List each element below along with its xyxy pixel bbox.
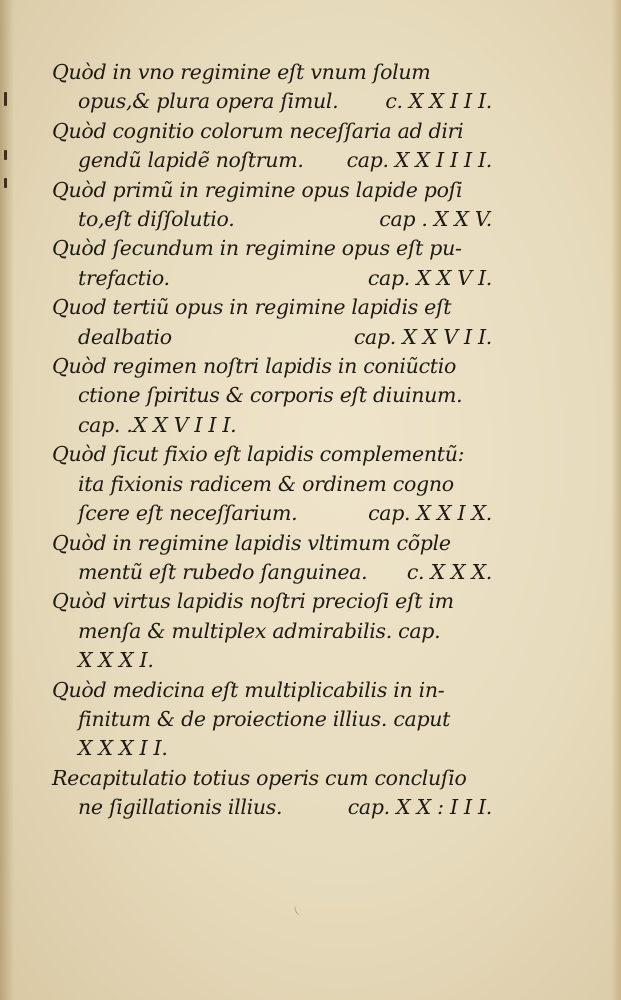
entry-line: Recapitulatio totius operis cum concluſio [52,765,467,790]
entry-line: menſa & multiplex admirabilis. cap. [78,618,441,643]
toc-entry [52,587,492,675]
paper-blemish [293,904,304,916]
entry-line: ſcere eſt neceſſarium. cap. X X I X. [52,499,492,528]
chapter-ref: cap. X X V I I. [353,324,492,349]
entry-line: mentũ eſt rubedo ſanguinea. c. X X X. [52,558,492,587]
entry-line: gendũ lapidẽ noſtrum. cap. X X I I I I. [52,146,492,175]
toc-entry [52,117,492,176]
chapter-ref: cap. X X V I. [367,265,492,290]
entry-line: Quòd in vno regimine eſt vnum ſolum [52,60,431,84]
toc-entry [52,176,492,235]
toc-entry [52,440,492,528]
entry-line: ctione ſpiritus & corporis eſt diuinum. [78,383,463,408]
toc-entry [52,764,492,823]
toc-entry [52,293,492,352]
entry-line: Quòd medicina eſt multiplicabilis in in- [52,677,445,702]
entry-line: dealbatio cap. X X V I I. [52,323,492,352]
entry-line: to,eſt diſſolutio. cap . X X V. [52,205,492,234]
toc-entry [52,234,492,293]
margin-mark [4,178,7,188]
table-of-contents [52,58,492,823]
entry-line: Quòd in regimine lapidis vltimum cõple [52,530,451,555]
entry-line: finitum & de proiectione illius. caput [78,706,451,731]
entry-line: X X X I I. [78,736,168,761]
margin-mark [4,92,7,106]
entry-line: X X X I. [78,648,154,673]
entry-line: Quòd virtus lapidis noſtri precioſi eſt im [52,589,454,614]
toc-entry [52,529,492,588]
entry-line: ne ſigillationis illius. cap. X X : I I I. [52,793,492,822]
entry-line: ita fixionis radicem & ordinem cogno [78,471,454,496]
chapter-ref: c. X X I I I. [385,89,492,114]
chapter-ref: cap . X X V. [379,207,492,232]
page-edge-shadow [611,0,621,1000]
chapter-ref: c. X X X. [406,559,492,584]
toc-entry [52,58,492,117]
entry-line: Quòd primũ in regimine opus lapide poſi [52,177,463,202]
chapter-ref: cap. X X I I I I. [346,148,492,173]
toc-entry [52,676,492,764]
toc-entry [52,352,492,440]
page-binding-shadow [0,0,14,1000]
entry-line: Quòd ſicut fixio eſt lapidis complementũ: [52,442,465,467]
entry-line: Quod tertiũ opus in regimine lapidis eſt [52,295,452,320]
entry-line: cap. .X X V I I I. [78,412,237,437]
entry-line: trefactio. cap. X X V I. [52,264,492,293]
entry-line: opus,& plura opera ſimul. c. X X I I I. [52,87,492,116]
entry-line: Quòd ſecundum in regimine opus eſt pu- [52,236,462,261]
entry-line: Quòd regimen noſtri lapidis in coniũctio [52,354,456,379]
entry-line: Quòd cognitio colorum neceſſaria ad diri [52,118,464,143]
chapter-ref: cap. X X I X. [368,501,492,526]
chapter-ref: cap. X X : I I I. [347,795,492,820]
margin-mark [4,150,7,160]
